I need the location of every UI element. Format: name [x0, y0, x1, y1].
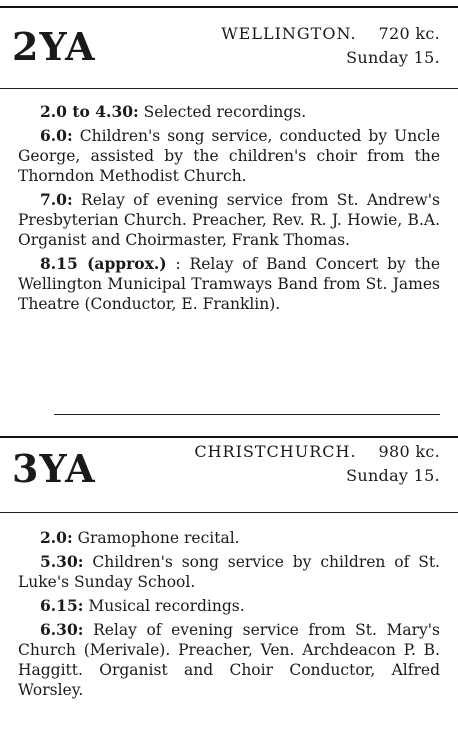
program-text: Children's song service by children of St. Luke's Sunday School.	[18, 553, 440, 591]
program-text: Selected recordings.	[138, 103, 307, 121]
station-day: Sunday 15.	[346, 48, 440, 67]
station-frequency: 980 kc.	[378, 442, 440, 461]
program-text: Children's song service, conducted by Uncle George, assisted by the children's choir from the Thorndon Methodist Church.	[18, 127, 440, 185]
program-time: 5.30:	[40, 552, 84, 571]
station-frequency: 720 kc.	[378, 24, 440, 43]
program-item	[18, 190, 440, 250]
station-header-info	[194, 440, 440, 488]
station-callsign: 3YA	[12, 446, 96, 491]
program-time: 8.15 (approx.)	[40, 254, 167, 273]
program-text: Gramophone recital.	[72, 529, 240, 547]
header-rule	[0, 88, 458, 89]
section-rule	[0, 436, 458, 438]
program-list	[18, 528, 440, 704]
program-item	[18, 254, 440, 314]
program-time: 6.0:	[40, 126, 73, 145]
program-text: : Relay of Band Concert by the Wellington Municipal Tramways Band from St. James Theatre (Conductor, E. Franklin).	[18, 255, 440, 313]
program-text: Musical recordings.	[83, 597, 245, 615]
station-header-info	[221, 22, 440, 70]
station-day: Sunday 15.	[346, 466, 440, 485]
program-text: Relay of evening service from St. Andrew's Presbyterian Church. Preacher, Rev. R. J. Howie, B.A. Organist and Choirmaster, Frank Thomas.	[18, 191, 440, 249]
program-time: 2.0 to 4.30:	[40, 102, 139, 121]
top-rule	[0, 6, 458, 8]
program-time: 6.15:	[40, 596, 84, 615]
section-divider	[54, 414, 440, 415]
program-text: Relay of evening service from St. Mary's Church (Merivale). Preacher, Ven. Archdeacon P. B. Haggitt. Organist and Choir Conductor, Alfred Worsley.	[18, 621, 440, 699]
header-rule	[0, 512, 458, 513]
program-list	[18, 102, 440, 318]
program-time: 7.0:	[40, 190, 73, 209]
program-time: 2.0:	[40, 528, 73, 547]
program-item	[18, 126, 440, 186]
program-item	[18, 528, 440, 548]
program-item	[18, 596, 440, 616]
program-time: 6.30:	[40, 620, 84, 639]
station-city: CHRISTCHURCH.	[194, 442, 357, 461]
program-item	[18, 552, 440, 592]
program-item	[18, 102, 440, 122]
station-city: WELLINGTON.	[221, 24, 357, 43]
station-callsign: 2YA	[12, 24, 96, 69]
program-item	[18, 620, 440, 700]
